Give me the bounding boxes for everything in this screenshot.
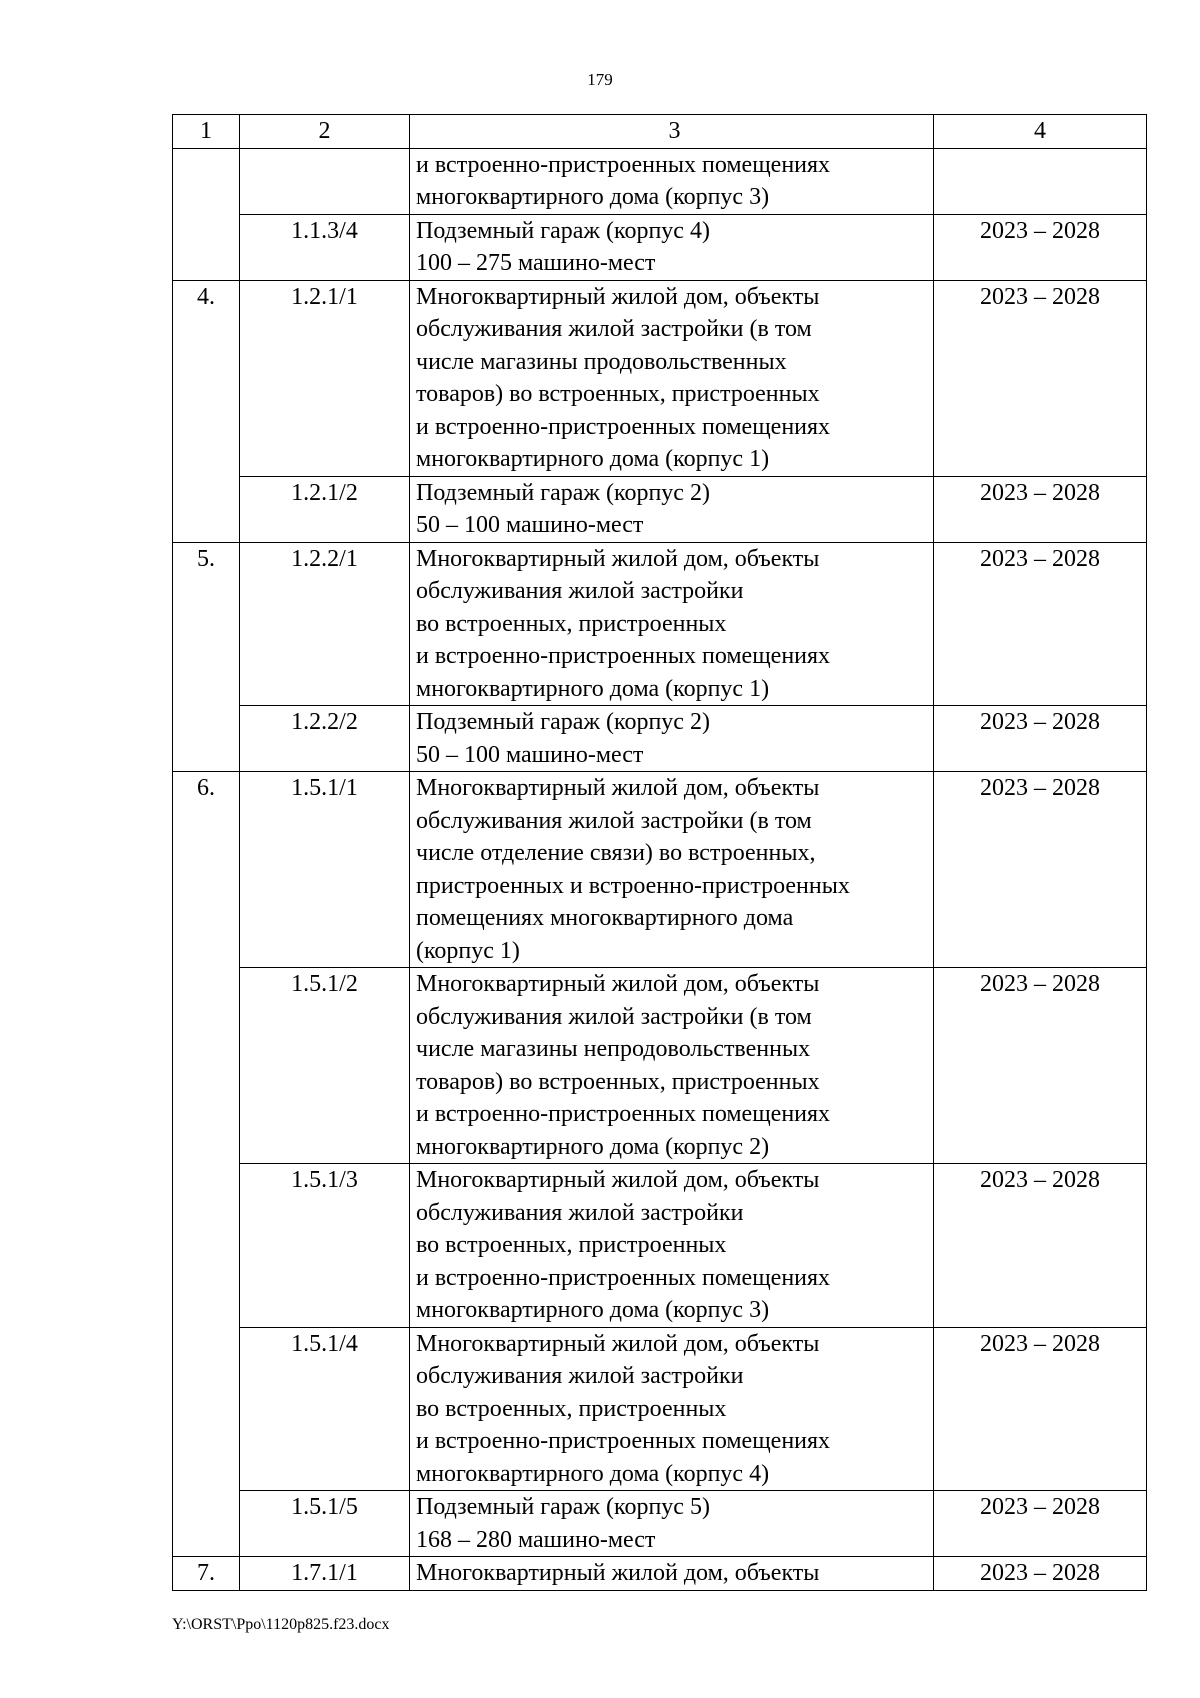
object-description-cell [410,968,934,1164]
object-description-cell [410,148,934,214]
description-line: Подземный гараж (корпус 2) [416,709,710,735]
description-line: во встроенных, пристроенных [416,1232,727,1258]
object-description-cell [410,772,934,968]
period-cell [934,148,1147,214]
description-line: (корпус 1) [416,937,520,964]
object-description-cell [410,1557,934,1591]
period-cell: 2023 – 2028 [934,968,1147,1164]
description-line: во встроенных, пристроенных [416,610,727,637]
description-line: 168 – 280 машино-мест [416,1526,656,1553]
object-description-cell [410,706,934,772]
object-description-cell [410,1327,934,1491]
table-row [173,1327,1147,1491]
object-code-cell: 1.5.1/5 [240,1491,410,1557]
object-description-cell [410,476,934,542]
row-number-cell: 6. [173,772,240,1557]
description-line: и встроенно-пристроенных помещениях [416,151,831,178]
description-line: обслуживания жилой застройки [416,1363,744,1389]
description-line: и встроенно-пристроенных помещениях [416,643,831,669]
description-line: многоквартирного дома (корпус 3) [416,184,770,210]
description-line: 50 – 100 машино-мест [416,512,644,538]
description-line: многоквартирного дома (корпус 4) [416,1460,770,1487]
description-line: числе отделение связи) во встроенных, [416,840,816,866]
description-line: товаров) во встроенных, пристроенных [416,381,820,407]
object-code-cell: 1.5.1/4 [240,1327,410,1491]
description-line: числе магазины продовольственных [416,348,787,375]
description-line: числе магазины непродовольственных [416,1036,811,1062]
row-number-cell: 7. [173,1557,240,1591]
table-row [173,772,1147,968]
period-cell: 2023 – 2028 [934,542,1147,706]
row-number-cell: 5. [173,542,240,772]
table-row [173,1557,1147,1591]
table-row [173,280,1147,476]
description-line: многоквартирного дома (корпус 1) [416,675,770,702]
period-cell: 2023 – 2028 [934,706,1147,772]
row-number-cell: 4. [173,280,240,542]
description-line: обслуживания жилой застройки [416,578,744,604]
table-row [173,1491,1147,1557]
description-line: Многоквартирный жилой дом, объекты [416,1560,820,1586]
description-line: Многоквартирный жилой дом, объекты [416,1330,820,1357]
period-cell: 2023 – 2028 [934,1491,1147,1557]
table-row [173,706,1147,772]
table-row [173,214,1147,280]
table-row [173,476,1147,542]
period-cell: 2023 – 2028 [934,214,1147,280]
period-cell: 2023 – 2028 [934,1557,1147,1591]
column-header-3: 3 [410,115,934,149]
description-line: во встроенных, пристроенных [416,1395,727,1422]
period-cell: 2023 – 2028 [934,476,1147,542]
object-code-cell: 1.2.1/1 [240,280,410,476]
description-line: Многоквартирный жилой дом, объекты [416,1167,820,1193]
column-header-1: 1 [173,115,240,149]
object-code-cell: 1.2.2/2 [240,706,410,772]
table-row [173,1164,1147,1328]
description-line: и встроенно-пристроенных помещениях [416,1264,831,1291]
description-line: Подземный гараж (корпус 4) [416,217,710,244]
table-row [173,148,1147,214]
description-line: обслуживания жилой застройки (в том [416,807,812,834]
object-code-cell [240,148,410,214]
description-line: многоквартирного дома (корпус 2) [416,1133,770,1160]
description-line: многоквартирного дома (корпус 1) [416,446,770,472]
object-description-cell [410,1164,934,1328]
description-line: 50 – 100 машино-мест [416,741,644,768]
description-line: и встроенно-пристроенных помещениях [416,1428,831,1454]
column-header-4: 4 [934,115,1147,149]
object-description-cell [410,542,934,706]
object-code-cell: 1.1.3/4 [240,214,410,280]
description-line: помещениях многоквартирного дома [416,905,794,931]
object-description-cell [410,214,934,280]
description-line: 100 – 275 машино-мест [416,250,656,276]
description-line: и встроенно-пристроенных помещениях [416,1101,831,1127]
page-number: 179 [587,70,613,89]
description-line: многоквартирного дома (корпус 3) [416,1297,770,1323]
table-row [173,968,1147,1164]
description-line: Многоквартирный жилой дом, объекты [416,283,820,310]
description-line: и встроенно-пристроенных помещениях [416,413,831,440]
period-cell: 2023 – 2028 [934,1327,1147,1491]
object-description-cell [410,1491,934,1557]
object-code-cell: 1.5.1/1 [240,772,410,968]
period-cell: 2023 – 2028 [934,280,1147,476]
period-cell: 2023 – 2028 [934,1164,1147,1328]
description-line: пристроенных и встроенно-пристроенных [416,872,850,899]
column-header-2: 2 [240,115,410,149]
description-line: обслуживания жилой застройки (в том [416,316,812,342]
row-number-cell [173,148,240,280]
object-code-cell: 1.2.2/1 [240,542,410,706]
object-code-cell: 1.5.1/3 [240,1164,410,1328]
description-line: Подземный гараж (корпус 2) [416,479,710,506]
description-line: товаров) во встроенных, пристроенных [416,1068,820,1095]
description-line: Многоквартирный жилой дом, объекты [416,971,820,997]
document-table [172,114,1147,1591]
footer-file-path: Y:\ORST\Ppo\1120p825.f23.docx [172,1616,390,1633]
description-line: Подземный гараж (корпус 5) [416,1494,710,1520]
description-line: Многоквартирный жилой дом, объекты [416,545,820,572]
description-line: обслуживания жилой застройки (в том [416,1003,812,1030]
object-description-cell [410,280,934,476]
object-code-cell: 1.5.1/2 [240,968,410,1164]
object-code-cell: 1.2.1/2 [240,476,410,542]
description-line: Многоквартирный жилой дом, объекты [416,775,820,801]
description-line: обслуживания жилой застройки [416,1199,744,1226]
table-header-row [173,115,1147,149]
table-row [173,542,1147,706]
object-code-cell: 1.7.1/1 [240,1557,410,1591]
period-cell: 2023 – 2028 [934,772,1147,968]
